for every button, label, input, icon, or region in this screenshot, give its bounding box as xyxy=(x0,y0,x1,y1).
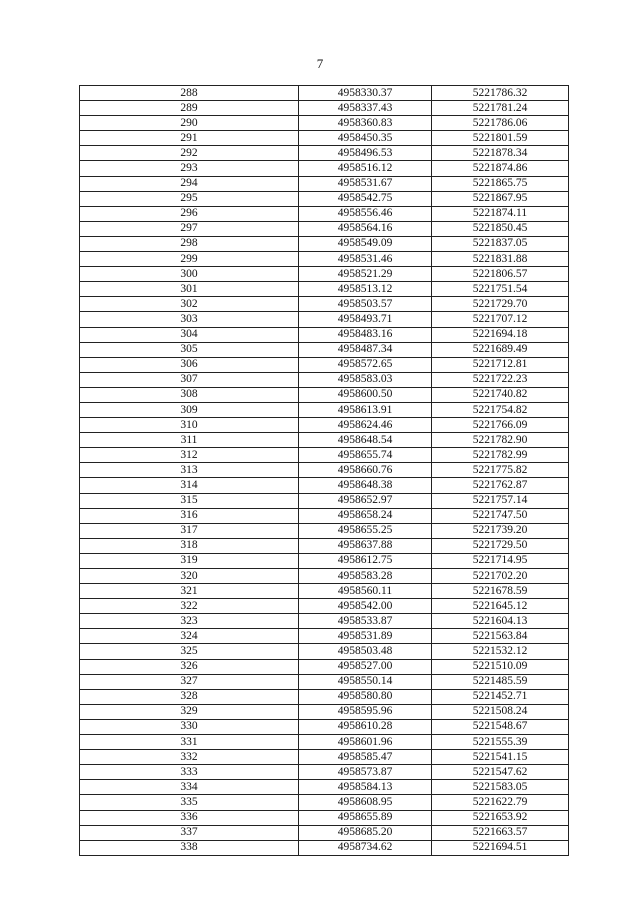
x-coordinate-cell: 4958564.16 xyxy=(299,221,432,236)
table-row xyxy=(80,629,569,644)
x-coordinate-cell: 4958521.29 xyxy=(299,267,432,282)
point-number-cell: 338 xyxy=(80,840,299,855)
point-number-cell: 302 xyxy=(80,297,299,312)
table-row xyxy=(80,327,569,342)
table-row xyxy=(80,659,569,674)
x-coordinate-cell: 4958584.13 xyxy=(299,780,432,795)
table-row xyxy=(80,418,569,433)
table-row xyxy=(80,252,569,267)
table-row xyxy=(80,267,569,282)
point-number-cell: 314 xyxy=(80,478,299,493)
table-row xyxy=(80,750,569,765)
x-coordinate-cell: 4958585.47 xyxy=(299,750,432,765)
x-coordinate-cell: 4958531.67 xyxy=(299,176,432,191)
point-number-cell: 309 xyxy=(80,402,299,417)
x-coordinate-cell: 4958595.96 xyxy=(299,704,432,719)
table-row xyxy=(80,206,569,221)
x-coordinate-cell: 4958572.65 xyxy=(299,357,432,372)
table-row xyxy=(80,372,569,387)
x-coordinate-cell: 4958542.75 xyxy=(299,191,432,206)
x-coordinate-cell: 4958573.87 xyxy=(299,765,432,780)
y-coordinate-cell: 5221485.59 xyxy=(432,674,569,689)
x-coordinate-cell: 4958608.95 xyxy=(299,795,432,810)
y-coordinate-cell: 5221874.86 xyxy=(432,161,569,176)
point-number-cell: 297 xyxy=(80,221,299,236)
x-coordinate-cell: 4958550.14 xyxy=(299,674,432,689)
x-coordinate-cell: 4958533.87 xyxy=(299,614,432,629)
coordinates-table-body xyxy=(80,86,569,856)
table-row xyxy=(80,86,569,101)
point-number-cell: 299 xyxy=(80,252,299,267)
y-coordinate-cell: 5221747.50 xyxy=(432,508,569,523)
x-coordinate-cell: 4958531.89 xyxy=(299,629,432,644)
table-row xyxy=(80,538,569,553)
point-number-cell: 332 xyxy=(80,750,299,765)
point-number-cell: 298 xyxy=(80,236,299,251)
y-coordinate-cell: 5221452.71 xyxy=(432,689,569,704)
y-coordinate-cell: 5221548.67 xyxy=(432,719,569,734)
table-row xyxy=(80,161,569,176)
page-number: 7 xyxy=(316,56,324,71)
x-coordinate-cell: 4958583.28 xyxy=(299,569,432,584)
point-number-cell: 329 xyxy=(80,704,299,719)
y-coordinate-cell: 5221694.18 xyxy=(432,327,569,342)
table-row xyxy=(80,704,569,719)
y-coordinate-cell: 5221702.20 xyxy=(432,569,569,584)
point-number-cell: 290 xyxy=(80,116,299,131)
scan-speck xyxy=(46,873,49,876)
point-number-cell: 335 xyxy=(80,795,299,810)
table-row xyxy=(80,614,569,629)
point-number-cell: 308 xyxy=(80,387,299,402)
x-coordinate-cell: 4958660.76 xyxy=(299,463,432,478)
point-number-cell: 293 xyxy=(80,161,299,176)
y-coordinate-cell: 5221622.79 xyxy=(432,795,569,810)
y-coordinate-cell: 5221837.05 xyxy=(432,236,569,251)
point-number-cell: 318 xyxy=(80,538,299,553)
y-coordinate-cell: 5221604.13 xyxy=(432,614,569,629)
table-row xyxy=(80,402,569,417)
x-coordinate-cell: 4958612.75 xyxy=(299,553,432,568)
table-row xyxy=(80,221,569,236)
point-number-cell: 312 xyxy=(80,448,299,463)
table-row xyxy=(80,282,569,297)
x-coordinate-cell: 4958531.46 xyxy=(299,252,432,267)
point-number-cell: 337 xyxy=(80,825,299,840)
x-coordinate-cell: 4958637.88 xyxy=(299,538,432,553)
table-row xyxy=(80,569,569,584)
x-coordinate-cell: 4958658.24 xyxy=(299,508,432,523)
x-coordinate-cell: 4958600.50 xyxy=(299,387,432,402)
y-coordinate-cell: 5221878.34 xyxy=(432,146,569,161)
point-number-cell: 301 xyxy=(80,282,299,297)
x-coordinate-cell: 4958450.35 xyxy=(299,131,432,146)
point-number-cell: 323 xyxy=(80,614,299,629)
table-row xyxy=(80,493,569,508)
y-coordinate-cell: 5221547.62 xyxy=(432,765,569,780)
x-coordinate-cell: 4958513.12 xyxy=(299,282,432,297)
y-coordinate-cell: 5221508.24 xyxy=(432,704,569,719)
y-coordinate-cell: 5221653.92 xyxy=(432,810,569,825)
table-row xyxy=(80,236,569,251)
point-number-cell: 330 xyxy=(80,719,299,734)
y-coordinate-cell: 5221740.82 xyxy=(432,387,569,402)
point-number-cell: 327 xyxy=(80,674,299,689)
x-coordinate-cell: 4958685.20 xyxy=(299,825,432,840)
x-coordinate-cell: 4958556.46 xyxy=(299,206,432,221)
table-row xyxy=(80,478,569,493)
x-coordinate-cell: 4958613.91 xyxy=(299,402,432,417)
point-number-cell: 326 xyxy=(80,659,299,674)
point-number-cell: 324 xyxy=(80,629,299,644)
table-row xyxy=(80,825,569,840)
table-row xyxy=(80,523,569,538)
x-coordinate-cell: 4958560.11 xyxy=(299,584,432,599)
table-row xyxy=(80,795,569,810)
y-coordinate-cell: 5221782.99 xyxy=(432,448,569,463)
table-row xyxy=(80,297,569,312)
x-coordinate-cell: 4958655.74 xyxy=(299,448,432,463)
y-coordinate-cell: 5221781.24 xyxy=(432,101,569,116)
table-row xyxy=(80,131,569,146)
y-coordinate-cell: 5221766.09 xyxy=(432,418,569,433)
table-row xyxy=(80,191,569,206)
point-number-cell: 294 xyxy=(80,176,299,191)
table-row xyxy=(80,508,569,523)
point-number-cell: 321 xyxy=(80,584,299,599)
y-coordinate-cell: 5221754.82 xyxy=(432,402,569,417)
table-row xyxy=(80,176,569,191)
x-coordinate-cell: 4958583.03 xyxy=(299,372,432,387)
table-row xyxy=(80,463,569,478)
y-coordinate-cell: 5221850.45 xyxy=(432,221,569,236)
y-coordinate-cell: 5221729.50 xyxy=(432,538,569,553)
y-coordinate-cell: 5221532.12 xyxy=(432,644,569,659)
point-number-cell: 322 xyxy=(80,599,299,614)
x-coordinate-cell: 4958330.37 xyxy=(299,86,432,101)
y-coordinate-cell: 5221874.11 xyxy=(432,206,569,221)
y-coordinate-cell: 5221757.14 xyxy=(432,493,569,508)
x-coordinate-cell: 4958648.38 xyxy=(299,478,432,493)
point-number-cell: 315 xyxy=(80,493,299,508)
point-number-cell: 334 xyxy=(80,780,299,795)
y-coordinate-cell: 5221806.57 xyxy=(432,267,569,282)
coordinates-table xyxy=(79,85,569,856)
y-coordinate-cell: 5221801.59 xyxy=(432,131,569,146)
table-row xyxy=(80,689,569,704)
y-coordinate-cell: 5221678.59 xyxy=(432,584,569,599)
x-coordinate-cell: 4958360.83 xyxy=(299,116,432,131)
y-coordinate-cell: 5221541.15 xyxy=(432,750,569,765)
table-row xyxy=(80,780,569,795)
y-coordinate-cell: 5221782.90 xyxy=(432,433,569,448)
y-coordinate-cell: 5221707.12 xyxy=(432,312,569,327)
y-coordinate-cell: 5221786.06 xyxy=(432,116,569,131)
table-row xyxy=(80,599,569,614)
point-number-cell: 288 xyxy=(80,86,299,101)
x-coordinate-cell: 4958542.00 xyxy=(299,599,432,614)
y-coordinate-cell: 5221762.87 xyxy=(432,478,569,493)
table-row xyxy=(80,584,569,599)
y-coordinate-cell: 5221867.95 xyxy=(432,191,569,206)
table-row xyxy=(80,644,569,659)
y-coordinate-cell: 5221583.05 xyxy=(432,780,569,795)
x-coordinate-cell: 4958503.48 xyxy=(299,644,432,659)
x-coordinate-cell: 4958337.43 xyxy=(299,101,432,116)
table-row xyxy=(80,448,569,463)
table-row xyxy=(80,312,569,327)
x-coordinate-cell: 4958624.46 xyxy=(299,418,432,433)
point-number-cell: 333 xyxy=(80,765,299,780)
y-coordinate-cell: 5221645.12 xyxy=(432,599,569,614)
x-coordinate-cell: 4958652.97 xyxy=(299,493,432,508)
table-row xyxy=(80,735,569,750)
x-coordinate-cell: 4958648.54 xyxy=(299,433,432,448)
point-number-cell: 307 xyxy=(80,372,299,387)
point-number-cell: 317 xyxy=(80,523,299,538)
y-coordinate-cell: 5221663.57 xyxy=(432,825,569,840)
table-row xyxy=(80,342,569,357)
x-coordinate-cell: 4958601.96 xyxy=(299,735,432,750)
table-row xyxy=(80,357,569,372)
point-number-cell: 310 xyxy=(80,418,299,433)
table-row xyxy=(80,387,569,402)
table-row xyxy=(80,433,569,448)
point-number-cell: 320 xyxy=(80,569,299,584)
table-row xyxy=(80,101,569,116)
x-coordinate-cell: 4958483.16 xyxy=(299,327,432,342)
table-row xyxy=(80,719,569,734)
point-number-cell: 300 xyxy=(80,267,299,282)
x-coordinate-cell: 4958503.57 xyxy=(299,297,432,312)
point-number-cell: 292 xyxy=(80,146,299,161)
x-coordinate-cell: 4958527.00 xyxy=(299,659,432,674)
y-coordinate-cell: 5221563.84 xyxy=(432,629,569,644)
point-number-cell: 304 xyxy=(80,327,299,342)
x-coordinate-cell: 4958549.09 xyxy=(299,236,432,251)
y-coordinate-cell: 5221722.23 xyxy=(432,372,569,387)
x-coordinate-cell: 4958655.89 xyxy=(299,810,432,825)
table-row xyxy=(80,146,569,161)
y-coordinate-cell: 5221694.51 xyxy=(432,840,569,855)
x-coordinate-cell: 4958516.12 xyxy=(299,161,432,176)
point-number-cell: 306 xyxy=(80,357,299,372)
point-number-cell: 319 xyxy=(80,553,299,568)
table-row xyxy=(80,674,569,689)
x-coordinate-cell: 4958496.53 xyxy=(299,146,432,161)
point-number-cell: 316 xyxy=(80,508,299,523)
y-coordinate-cell: 5221714.95 xyxy=(432,553,569,568)
point-number-cell: 328 xyxy=(80,689,299,704)
point-number-cell: 289 xyxy=(80,101,299,116)
y-coordinate-cell: 5221712.81 xyxy=(432,357,569,372)
point-number-cell: 331 xyxy=(80,735,299,750)
point-number-cell: 295 xyxy=(80,191,299,206)
point-number-cell: 305 xyxy=(80,342,299,357)
y-coordinate-cell: 5221510.09 xyxy=(432,659,569,674)
x-coordinate-cell: 4958610.28 xyxy=(299,719,432,734)
x-coordinate-cell: 4958580.80 xyxy=(299,689,432,704)
table-row xyxy=(80,116,569,131)
point-number-cell: 313 xyxy=(80,463,299,478)
y-coordinate-cell: 5221555.39 xyxy=(432,735,569,750)
y-coordinate-cell: 5221751.54 xyxy=(432,282,569,297)
point-number-cell: 325 xyxy=(80,644,299,659)
point-number-cell: 336 xyxy=(80,810,299,825)
table-row xyxy=(80,553,569,568)
x-coordinate-cell: 4958655.25 xyxy=(299,523,432,538)
y-coordinate-cell: 5221786.32 xyxy=(432,86,569,101)
x-coordinate-cell: 4958493.71 xyxy=(299,312,432,327)
table-row xyxy=(80,810,569,825)
point-number-cell: 303 xyxy=(80,312,299,327)
y-coordinate-cell: 5221865.75 xyxy=(432,176,569,191)
point-number-cell: 291 xyxy=(80,131,299,146)
y-coordinate-cell: 5221831.88 xyxy=(432,252,569,267)
table-row xyxy=(80,765,569,780)
y-coordinate-cell: 5221729.70 xyxy=(432,297,569,312)
x-coordinate-cell: 4958487.34 xyxy=(299,342,432,357)
y-coordinate-cell: 5221775.82 xyxy=(432,463,569,478)
table-row xyxy=(80,840,569,855)
x-coordinate-cell: 4958734.62 xyxy=(299,840,432,855)
point-number-cell: 311 xyxy=(80,433,299,448)
y-coordinate-cell: 5221689.49 xyxy=(432,342,569,357)
y-coordinate-cell: 5221739.20 xyxy=(432,523,569,538)
point-number-cell: 296 xyxy=(80,206,299,221)
